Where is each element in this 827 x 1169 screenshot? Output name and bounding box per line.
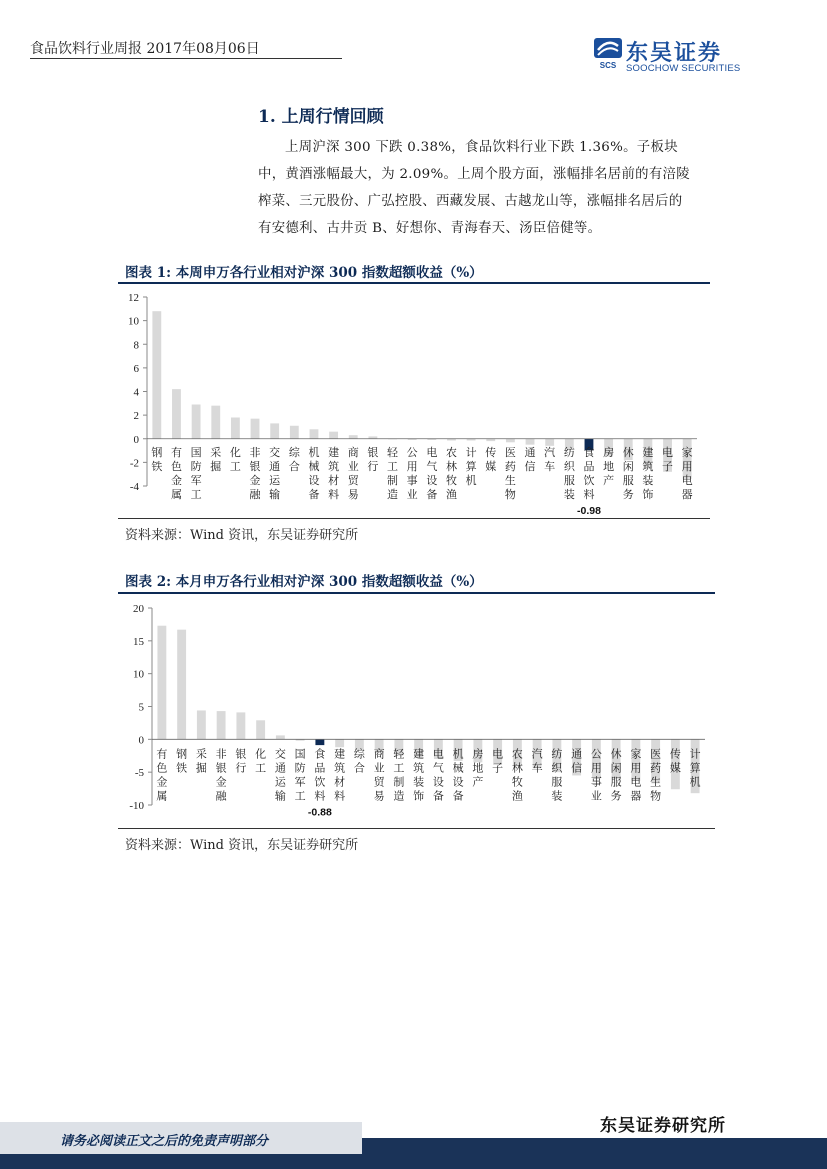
bar bbox=[315, 739, 324, 745]
category-label-char: 地 bbox=[472, 761, 484, 775]
category-label-char: 综 bbox=[288, 445, 300, 459]
category-label-char: 用 bbox=[630, 761, 642, 775]
category-label-char: 合 bbox=[353, 761, 365, 775]
category-label-char: 房 bbox=[472, 747, 484, 761]
category-label-char: 易 bbox=[347, 487, 359, 501]
category-label-char: 输 bbox=[269, 487, 281, 501]
category-label-char: 服 bbox=[610, 775, 622, 789]
category-label-char: 服 bbox=[622, 473, 634, 487]
category-label-char: 械 bbox=[452, 761, 464, 775]
category-label-char: 非 bbox=[215, 747, 227, 761]
highlight-value-label: -0.88 bbox=[307, 806, 332, 819]
category-label-char: 融 bbox=[215, 789, 227, 803]
bar bbox=[526, 439, 535, 445]
bar bbox=[329, 432, 338, 439]
bar bbox=[152, 311, 161, 439]
category-label-char: 食 bbox=[314, 747, 326, 761]
category-label-char: 制 bbox=[393, 775, 405, 789]
section-paragraph: 上周沪深 300 下跌 0.38%，食品饮料行业下跌 1.36%。子板块中，黄酒涨幅最大，为 2.09%。上周个股方面，涨幅排名居前的有涪陵榨菜、三元股份、广弘控股、西藏发展、古越龙山等，涨幅排名居后的有安德利、古井贡 B、好想你、青海春天、汤臣倍健等。 bbox=[258, 140, 690, 236]
category-label-char: 装 bbox=[642, 473, 654, 487]
category-label-char: 建 bbox=[642, 445, 654, 459]
section-title: 1. 上周行情回顾 bbox=[258, 107, 384, 127]
category-label-char: 化 bbox=[255, 747, 267, 761]
category-label-char: 贸 bbox=[373, 775, 385, 789]
category-label-char: 造 bbox=[393, 789, 405, 803]
logo-mark-icon bbox=[593, 36, 623, 70]
category-label-char: 传 bbox=[669, 747, 681, 761]
category-label-char: 家 bbox=[630, 747, 642, 761]
category-label-char: 机 bbox=[689, 775, 701, 789]
category-label-char: 采 bbox=[195, 747, 207, 761]
category-label-char: 合 bbox=[288, 459, 300, 473]
category-label-char: 军 bbox=[294, 775, 306, 789]
category-label-char: 工 bbox=[294, 789, 306, 803]
bar bbox=[310, 429, 319, 438]
bar bbox=[251, 419, 260, 439]
category-label-char: 业 bbox=[590, 789, 602, 803]
category-label-char: 业 bbox=[347, 459, 359, 473]
category-label-char: 电 bbox=[681, 473, 693, 487]
footer-organization: 东吴证券研究所 bbox=[600, 1116, 726, 1136]
category-label-char: 掘 bbox=[210, 459, 222, 473]
category-label-char: 休 bbox=[622, 445, 634, 459]
category-label-char: 房 bbox=[603, 445, 615, 459]
category-label-char: 汽 bbox=[531, 747, 543, 761]
category-label-char: 农 bbox=[445, 445, 457, 459]
category-label-char: 品 bbox=[314, 761, 326, 775]
category-label-char: 通 bbox=[269, 459, 281, 473]
footer-disclaimer-note: 请务必阅读正文之后的免责声明部分 bbox=[60, 1134, 269, 1149]
y-tick-label: -4 bbox=[129, 481, 139, 493]
category-label-char: 电 bbox=[492, 747, 504, 761]
y-tick-label: -10 bbox=[129, 800, 144, 812]
bar bbox=[197, 710, 206, 739]
category-label-char: 林 bbox=[445, 459, 457, 473]
category-label-char: 属 bbox=[156, 789, 168, 803]
category-label-char: 装 bbox=[563, 487, 575, 501]
footer-bar bbox=[362, 1138, 827, 1169]
category-label-char: 产 bbox=[472, 775, 484, 789]
bar bbox=[335, 739, 344, 747]
category-label-char: 铁 bbox=[151, 459, 163, 473]
category-label-char: 械 bbox=[308, 459, 320, 473]
category-label-char: 防 bbox=[294, 761, 306, 775]
category-label-char: 料 bbox=[328, 487, 340, 501]
category-label-char: 生 bbox=[504, 473, 516, 487]
category-label-char: 备 bbox=[432, 789, 444, 803]
category-label-char: 金 bbox=[249, 473, 261, 487]
category-label-char: 电 bbox=[662, 445, 674, 459]
category-label-char: 信 bbox=[524, 459, 536, 473]
category-label-char: 算 bbox=[465, 459, 477, 473]
category-label-char: 通 bbox=[524, 445, 536, 459]
category-label-char: 休 bbox=[610, 747, 622, 761]
category-label-char: 备 bbox=[308, 487, 320, 501]
figure-1-bar-chart bbox=[112, 286, 712, 516]
footer-bottom-strip bbox=[0, 1154, 362, 1169]
category-label-char: 行 bbox=[235, 761, 247, 775]
category-label-char: 饮 bbox=[314, 775, 326, 789]
category-label-char: 事 bbox=[590, 775, 602, 789]
report-header-title: 食品饮料行业周报 2017年08月06日 bbox=[30, 41, 260, 57]
logo-english-name: SOOCHOW SECURITIES bbox=[626, 63, 741, 74]
y-tick-label: 0 bbox=[138, 734, 144, 747]
y-tick-label: -5 bbox=[134, 767, 144, 780]
category-label-char: 电 bbox=[432, 747, 444, 761]
category-label-char: 物 bbox=[650, 789, 662, 803]
category-label-char: 品 bbox=[583, 459, 595, 473]
category-label-char: 色 bbox=[170, 459, 182, 473]
category-label-char: 工 bbox=[387, 459, 399, 473]
category-label-char: 钢 bbox=[151, 445, 163, 459]
category-label-char: 汽 bbox=[544, 445, 556, 459]
category-label-char: 军 bbox=[190, 473, 202, 487]
category-label-char: 属 bbox=[170, 487, 182, 501]
category-label-char: 工 bbox=[393, 761, 405, 775]
category-label-char: 交 bbox=[274, 747, 286, 761]
category-label-char: 装 bbox=[551, 789, 563, 803]
category-label-char: 闲 bbox=[610, 761, 622, 775]
category-label-char: 有 bbox=[156, 747, 168, 761]
category-label-char: 筑 bbox=[642, 459, 654, 473]
category-label-char: 工 bbox=[255, 761, 267, 775]
category-label-char: 筑 bbox=[328, 459, 340, 473]
category-label-char: 媒 bbox=[669, 761, 681, 775]
bar bbox=[157, 626, 166, 740]
category-label-char: 用 bbox=[406, 459, 418, 473]
bar bbox=[276, 735, 285, 739]
category-label-char: 银 bbox=[215, 761, 227, 775]
figure-2-bottom-rule bbox=[118, 828, 715, 829]
category-label-char: 机 bbox=[452, 747, 464, 761]
category-label-char: 备 bbox=[452, 789, 464, 803]
category-label-char: 备 bbox=[426, 487, 438, 501]
category-label-char: 用 bbox=[681, 459, 693, 473]
category-label-char: 料 bbox=[583, 487, 595, 501]
category-label-char: 制 bbox=[387, 473, 399, 487]
category-label-char: 建 bbox=[334, 747, 346, 761]
figure-1-source: 资料来源：Wind 资讯，东吴证券研究所 bbox=[125, 528, 359, 543]
y-tick-label: 0 bbox=[133, 433, 139, 446]
category-label-char: 钢 bbox=[176, 747, 188, 761]
category-label-char: 金 bbox=[215, 775, 227, 789]
category-label-char: 食 bbox=[583, 445, 595, 459]
figure-2-rule bbox=[118, 592, 715, 594]
category-label-char: 设 bbox=[432, 775, 444, 789]
category-label-char: 织 bbox=[563, 459, 575, 473]
category-label-char: 料 bbox=[334, 789, 346, 803]
y-tick-label: 4 bbox=[133, 386, 139, 399]
category-label-char: 材 bbox=[328, 473, 340, 487]
figure-2-bar-chart bbox=[112, 596, 717, 826]
category-label-char: 电 bbox=[426, 445, 438, 459]
category-label-char: 牧 bbox=[511, 775, 523, 789]
category-label-char: 算 bbox=[689, 761, 701, 775]
bar bbox=[192, 404, 201, 438]
category-label-char: 装 bbox=[413, 775, 425, 789]
category-label-char: 轻 bbox=[393, 747, 405, 761]
category-label-char: 建 bbox=[413, 747, 425, 761]
category-label-char: 子 bbox=[662, 459, 674, 473]
category-label-char: 媒 bbox=[485, 459, 497, 473]
category-label-char: 饮 bbox=[583, 473, 595, 487]
category-label-char: 公 bbox=[406, 445, 418, 459]
category-label-char: 银 bbox=[249, 459, 261, 473]
category-label-char: 铁 bbox=[176, 761, 188, 775]
category-label-char: 行 bbox=[367, 459, 379, 473]
category-label-char: 运 bbox=[269, 473, 281, 487]
category-label-char: 业 bbox=[406, 487, 418, 501]
company-logo bbox=[593, 36, 763, 76]
y-tick-label: 5 bbox=[138, 701, 144, 714]
category-label-char: 产 bbox=[603, 473, 615, 487]
category-label-char: 物 bbox=[504, 487, 516, 501]
category-label-char: 服 bbox=[563, 473, 575, 487]
category-label-char: 药 bbox=[650, 761, 662, 775]
category-label-char: 化 bbox=[229, 445, 241, 459]
category-label-char: 务 bbox=[610, 789, 622, 803]
figure-2-title: 图表 2: 本月申万各行业相对沪深 300 指数超额收益（%） bbox=[125, 574, 483, 590]
category-label-char: 商 bbox=[373, 747, 385, 761]
category-label-char: 气 bbox=[426, 459, 438, 473]
category-label-char: 器 bbox=[630, 789, 642, 803]
category-label-char: 牧 bbox=[445, 473, 457, 487]
highlight-value-label: -0.98 bbox=[576, 504, 601, 516]
y-tick-label: 15 bbox=[133, 635, 144, 648]
category-label-char: 非 bbox=[249, 445, 261, 459]
category-label-char: 金 bbox=[156, 775, 168, 789]
bar bbox=[270, 423, 279, 438]
y-tick-label: 6 bbox=[133, 362, 139, 375]
category-label-char: 造 bbox=[387, 487, 399, 501]
category-label-char: 综 bbox=[353, 747, 365, 761]
category-label-char: 筑 bbox=[334, 761, 346, 775]
bar bbox=[231, 417, 240, 438]
category-label-char: 工 bbox=[190, 487, 202, 501]
y-tick-label: -2 bbox=[129, 457, 139, 470]
category-label-char: 纺 bbox=[563, 445, 575, 459]
category-label-char: 有 bbox=[170, 445, 182, 459]
category-label-char: 机 bbox=[308, 445, 320, 459]
category-label-char: 银 bbox=[235, 747, 247, 761]
category-label-char: 计 bbox=[689, 747, 701, 761]
category-label-char: 家 bbox=[681, 445, 693, 459]
category-label-char: 子 bbox=[492, 761, 504, 775]
category-label-char: 输 bbox=[274, 789, 286, 803]
category-label-char: 料 bbox=[314, 789, 326, 803]
category-label-char: 材 bbox=[334, 775, 346, 789]
category-label-char: 织 bbox=[551, 761, 563, 775]
category-label-char: 生 bbox=[650, 775, 662, 789]
category-label-char: 渔 bbox=[511, 789, 523, 803]
category-label-char: 色 bbox=[156, 761, 168, 775]
category-label-char: 防 bbox=[190, 459, 202, 473]
category-label-char: 国 bbox=[190, 445, 202, 459]
bar bbox=[172, 389, 181, 439]
category-label-char: 渔 bbox=[445, 487, 457, 501]
category-label-char: 建 bbox=[328, 445, 340, 459]
category-label-char: 国 bbox=[294, 747, 306, 761]
category-label-char: 车 bbox=[531, 761, 543, 775]
y-tick-label: 20 bbox=[133, 603, 144, 615]
category-label-char: 业 bbox=[373, 761, 385, 775]
bar bbox=[177, 630, 186, 740]
category-label-char: 机 bbox=[465, 473, 477, 487]
header-underline bbox=[30, 58, 342, 59]
category-label-char: 银 bbox=[367, 445, 379, 459]
category-label-char: 易 bbox=[373, 789, 385, 803]
category-label-char: 通 bbox=[274, 761, 286, 775]
category-label-char: 设 bbox=[426, 473, 438, 487]
category-label-char: 用 bbox=[590, 761, 602, 775]
category-label-char: 车 bbox=[544, 459, 556, 473]
figure-1-bottom-rule bbox=[118, 518, 710, 519]
category-label-char: 计 bbox=[465, 445, 477, 459]
category-label-char: 闲 bbox=[622, 459, 634, 473]
figure-1-title: 图表 1: 本周申万各行业相对沪深 300 指数超额收益（%） bbox=[125, 265, 483, 281]
y-tick-label: 8 bbox=[133, 339, 139, 352]
category-label-char: 贸 bbox=[347, 473, 359, 487]
category-label-char: 饰 bbox=[413, 789, 425, 803]
category-label-char: 掘 bbox=[195, 761, 207, 775]
bar bbox=[290, 426, 299, 439]
category-label-char: 务 bbox=[622, 487, 634, 501]
category-label-char: 纺 bbox=[551, 747, 563, 761]
category-label-char: 采 bbox=[210, 445, 222, 459]
category-label-char: 商 bbox=[347, 445, 359, 459]
figure-2-source: 资料来源：Wind 资讯，东吴证券研究所 bbox=[125, 838, 359, 853]
y-tick-label: 10 bbox=[128, 315, 139, 328]
category-label-char: 药 bbox=[504, 459, 516, 473]
figure-1-rule bbox=[118, 282, 710, 284]
category-label-char: 通 bbox=[571, 747, 583, 761]
bar bbox=[211, 406, 220, 439]
logo-chinese-name: 东吴证券 bbox=[626, 41, 723, 66]
category-label-char: 工 bbox=[229, 459, 241, 473]
category-label-char: 筑 bbox=[413, 761, 425, 775]
category-label-char: 传 bbox=[485, 445, 497, 459]
category-label-char: 服 bbox=[551, 775, 563, 789]
bar bbox=[256, 720, 265, 739]
y-tick-label: 2 bbox=[133, 410, 139, 423]
category-label-char: 事 bbox=[406, 473, 418, 487]
category-label-char: 器 bbox=[681, 487, 693, 501]
category-label-char: 饰 bbox=[642, 487, 654, 501]
category-label-char: 医 bbox=[650, 747, 662, 761]
category-label-char: 金 bbox=[170, 473, 182, 487]
category-label-char: 交 bbox=[269, 445, 281, 459]
bar bbox=[506, 439, 515, 443]
category-label-char: 公 bbox=[590, 747, 602, 761]
category-label-char: 设 bbox=[452, 775, 464, 789]
category-label-char: 医 bbox=[504, 445, 516, 459]
category-label-char: 融 bbox=[249, 487, 261, 501]
category-label-char: 地 bbox=[603, 459, 615, 473]
y-tick-label: 12 bbox=[128, 292, 139, 304]
category-label-char: 气 bbox=[432, 761, 444, 775]
svg-text:SCS: SCS bbox=[599, 61, 617, 70]
y-tick-label: 10 bbox=[133, 668, 144, 681]
category-label-char: 信 bbox=[571, 761, 583, 775]
category-label-char: 运 bbox=[274, 775, 286, 789]
category-label-char: 电 bbox=[630, 775, 642, 789]
bar bbox=[349, 435, 358, 439]
category-label-char: 设 bbox=[308, 473, 320, 487]
category-label-char: 林 bbox=[511, 761, 523, 775]
category-label-char: 农 bbox=[511, 747, 523, 761]
bar bbox=[236, 712, 245, 739]
category-label-char: 轻 bbox=[387, 445, 399, 459]
bar bbox=[217, 711, 226, 739]
